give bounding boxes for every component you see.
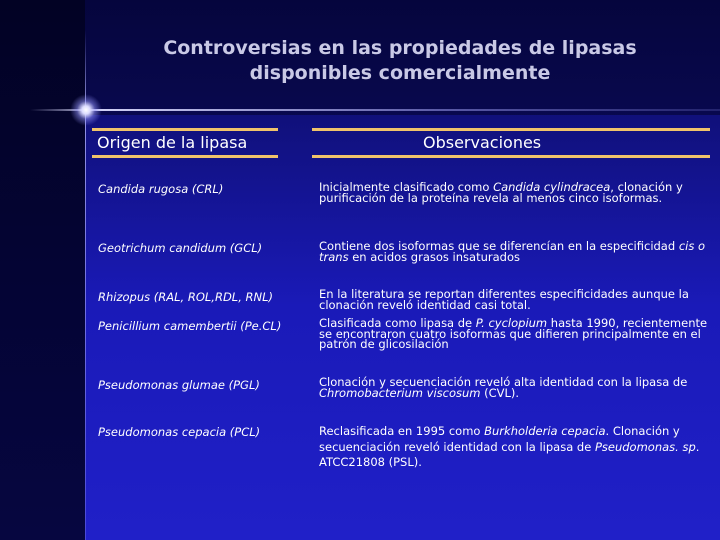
- observation-text: . ATCC21808 (PSL).: [319, 439, 700, 469]
- observation-text: (CVL).: [480, 385, 520, 400]
- observation-text: Inicialmente clasificado como: [319, 180, 494, 194]
- sparkle-icon: [70, 94, 102, 126]
- header-rule-top-left: [92, 128, 278, 131]
- observation-text: Reclasificada en 1995 como: [319, 424, 485, 438]
- table-row-observation: [319, 289, 711, 310]
- italic-term: Burkholderia cepacia: [484, 424, 606, 438]
- observation-text: En la literatura se reportan diferentes especificidades aunque la clonación reveló identidad casi total.: [319, 287, 689, 312]
- header-rule-bottom-left: [92, 155, 278, 158]
- column-header-origin: Origen de la lipasa: [97, 133, 248, 152]
- italic-term: P. cyclopium: [475, 316, 548, 330]
- observation-text: , clonación y purificación de la proteína revela al menos cinco isoformas.: [319, 180, 683, 205]
- title-line-1: Controversias en las propiedades de lipasas: [163, 37, 637, 59]
- table-row-observation: [319, 241, 711, 262]
- table-row-origin: Geotrichum candidum (GCL): [98, 241, 263, 255]
- header-rule-bottom-right: [312, 155, 710, 158]
- italic-term: cis o trans: [319, 239, 706, 264]
- slide-title: [100, 36, 700, 86]
- observation-text: Clasificada como lipasa de: [319, 316, 476, 330]
- observation-text: . Clonación y secuenciación reveló identidad con la lipasa de: [319, 424, 680, 454]
- table-row-origin: Rhizopus (RAL, ROL,RDL, RNL): [98, 290, 273, 304]
- observation-text: Clonación y secuenciación reveló alta identidad con la lipasa de: [319, 375, 688, 389]
- table-row-observation: [319, 424, 711, 471]
- italic-term: Candida cylindracea: [493, 180, 611, 194]
- header-rule-top-right: [312, 128, 710, 131]
- italic-term: Pseudomonas. sp: [594, 439, 696, 454]
- title-line-2: disponibles comercialmente: [249, 62, 551, 84]
- table-row-observation: [319, 318, 711, 350]
- table-row-observation: [319, 377, 711, 398]
- observation-text: hasta 1990, recientemente se encontraron cuatro isoformas que difieren principalmente en el patrón de glicosilación: [319, 316, 708, 351]
- observation-text: Contiene dos isoformas que se diferencían en la especificidad: [319, 239, 679, 253]
- table-row-observation: [319, 182, 711, 203]
- table-row-origin: Candida rugosa (CRL): [98, 182, 224, 196]
- table-row-origin: Penicillium camembertii (Pe.CL): [98, 319, 282, 333]
- table-row-origin: Pseudomonas cepacia (PCL): [98, 425, 261, 439]
- column-header-observations: Observaciones: [423, 133, 542, 152]
- observation-text: en acidos grasos insaturados: [348, 249, 520, 264]
- italic-term: Chromobacterium viscosum: [319, 385, 481, 400]
- horizontal-accent-line: [30, 109, 720, 111]
- left-background-band: [0, 0, 85, 540]
- table-row-origin: Pseudomonas glumae (PGL): [98, 378, 260, 392]
